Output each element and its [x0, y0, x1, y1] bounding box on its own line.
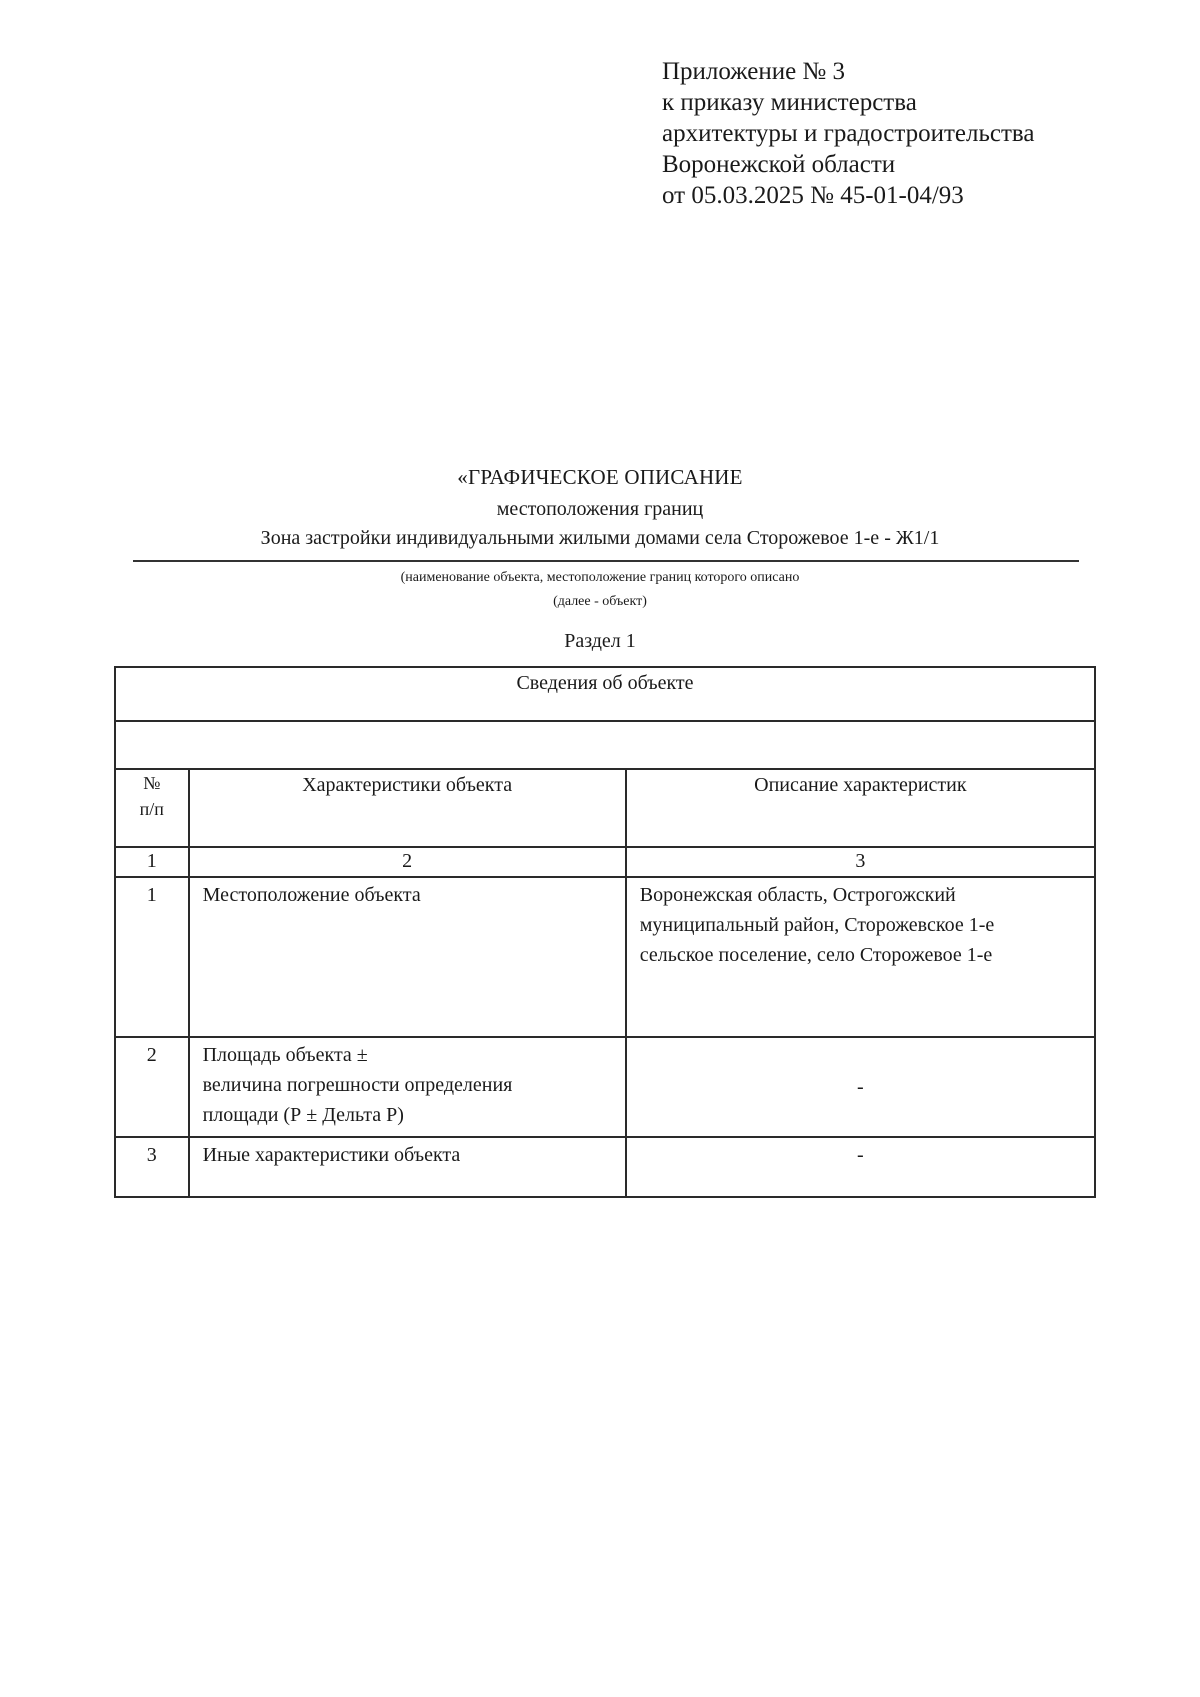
appendix-header [662, 56, 1034, 211]
column-header-description: Описание характеристик [626, 769, 1095, 847]
column-header-number-line-1: № [143, 773, 161, 793]
table-row [115, 1137, 1095, 1197]
row-characteristic-line: величина погрешности определения [202, 1074, 513, 1096]
caption-line-2: (далее - объект) [553, 594, 647, 609]
row-characteristic-line: Местоположение объекта [202, 884, 421, 906]
row-number: 3 [115, 1137, 189, 1197]
object-name-underline [133, 560, 1079, 562]
table-blank-cell [115, 721, 1095, 769]
object-info-table [114, 666, 1096, 1198]
title-block [0, 462, 1200, 552]
index-cell-2: 2 [189, 847, 626, 877]
row-characteristic [189, 877, 626, 1037]
row-characteristic [189, 1137, 626, 1197]
row-description-line: сельское поселение, село Сторожевое 1-е [639, 944, 993, 966]
appendix-line-5: от 05.03.2025 № 45-01-04/93 [662, 182, 964, 209]
caption-line-1: (наименование объекта, местоположение границ которого описано [400, 570, 800, 585]
table-heading-row [115, 667, 1095, 721]
object-name-caption [0, 566, 1200, 614]
section-label: Раздел 1 [564, 630, 636, 652]
row-description-line: муниципальный район, Сторожевское 1-е [639, 914, 995, 936]
row-characteristic-line: Иные характеристики объекта [202, 1144, 461, 1166]
appendix-line-4: Воронежской области [662, 151, 896, 178]
column-header-number [115, 769, 189, 847]
index-cell-3: 3 [626, 847, 1095, 877]
object-name: Зона застройки индивидуальными жилыми домами села Сторожевое 1-е - Ж1/1 [260, 527, 940, 549]
row-number: 1 [115, 877, 189, 1037]
document-subtitle: местоположения границ [496, 498, 704, 520]
table-column-header-row [115, 769, 1095, 847]
row-description-line: Воронежская область, Острогожский [639, 884, 956, 906]
index-cell-1: 1 [115, 847, 189, 877]
row-number: 2 [115, 1037, 189, 1137]
document-title: «ГРАФИЧЕСКОЕ ОПИСАНИЕ [457, 465, 743, 489]
row-characteristic-line: площади (Р ± Дельта Р) [202, 1104, 404, 1126]
appendix-line-3: архитектуры и градостроительства [662, 120, 1035, 147]
row-characteristic-line: Площадь объекта ± [202, 1044, 368, 1066]
row-description [626, 877, 1095, 1037]
appendix-line-1: Приложение № 3 [662, 58, 846, 85]
table-heading: Сведения об объекте [115, 667, 1095, 721]
row-description: - [626, 1137, 1095, 1197]
appendix-line-2: к приказу министерства [662, 89, 917, 116]
row-characteristic [189, 1037, 626, 1137]
table-index-row [115, 847, 1095, 877]
table-blank-row [115, 721, 1095, 769]
column-header-characteristics: Характеристики объекта [189, 769, 626, 847]
row-description: - [626, 1037, 1095, 1137]
table-row [115, 1037, 1095, 1137]
table-row [115, 877, 1095, 1037]
column-header-number-line-2: п/п [139, 799, 164, 819]
